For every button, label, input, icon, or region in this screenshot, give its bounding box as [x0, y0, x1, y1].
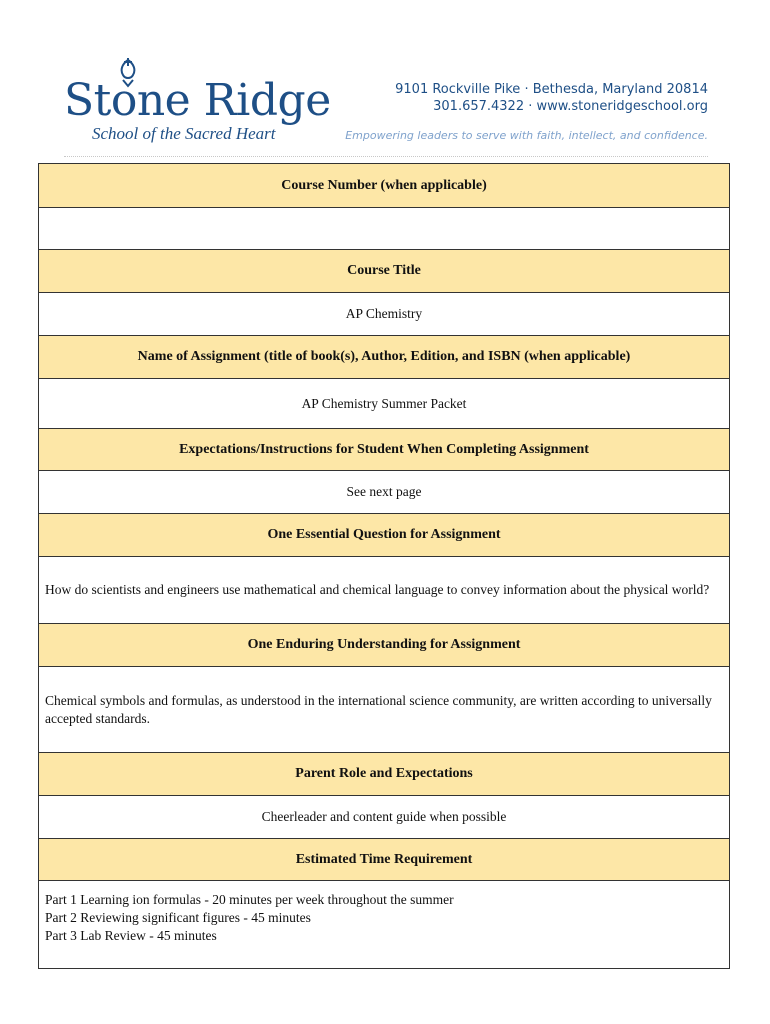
- course-title-header: Course Title: [39, 250, 729, 293]
- tagline: Empowering leaders to serve with faith, intellect, and confidence.: [345, 129, 708, 142]
- school-subtitle: School of the Sacred Heart: [92, 124, 276, 143]
- school-logo: [64, 58, 331, 150]
- course-number-header: Course Number (when applicable): [39, 164, 729, 208]
- time-requirement-value: [39, 881, 729, 968]
- school-name: Stone Ridge: [64, 75, 331, 126]
- essential-question-value: How do scientists and engineers use mathematical and chemical language to convey information about the physical world?: [39, 557, 729, 624]
- letterhead: [0, 0, 770, 160]
- expectations-value: See next page: [39, 471, 729, 514]
- assignment-name-header: Name of Assignment (title of book(s), Author, Edition, and ISBN (when applicable): [39, 336, 729, 379]
- course-number-value: [39, 208, 729, 250]
- parent-role-header: Parent Role and Expectations: [39, 753, 729, 796]
- enduring-understanding-header: One Enduring Understanding for Assignment: [39, 624, 729, 667]
- assignment-name-value: AP Chemistry Summer Packet: [39, 379, 729, 429]
- parent-role-value: Cheerleader and content guide when possible: [39, 796, 729, 839]
- course-title-value: AP Chemistry: [39, 293, 729, 336]
- divider: [64, 156, 708, 157]
- contact-block: [395, 81, 708, 115]
- enduring-understanding-value: Chemical symbols and formulas, as understood in the international science community, are written according to universally accepted standards.: [39, 667, 729, 753]
- time-requirement-header: Estimated Time Requirement: [39, 839, 729, 881]
- time-line-1: Part 1 Learning ion formulas - 20 minutes per week throughout the summer: [45, 892, 454, 907]
- time-line-3: Part 3 Lab Review - 45 minutes: [45, 928, 217, 943]
- essential-question-header: One Essential Question for Assignment: [39, 514, 729, 557]
- address: 9101 Rockville Pike · Bethesda, Maryland 20814: [395, 82, 708, 97]
- time-line-2: Part 2 Reviewing significant figures - 45 minutes: [45, 910, 311, 925]
- phone-website: 301.657.4322 · www.stoneridgeschool.org: [433, 99, 708, 114]
- assignment-form: [38, 163, 730, 969]
- expectations-header: Expectations/Instructions for Student When Completing Assignment: [39, 429, 729, 471]
